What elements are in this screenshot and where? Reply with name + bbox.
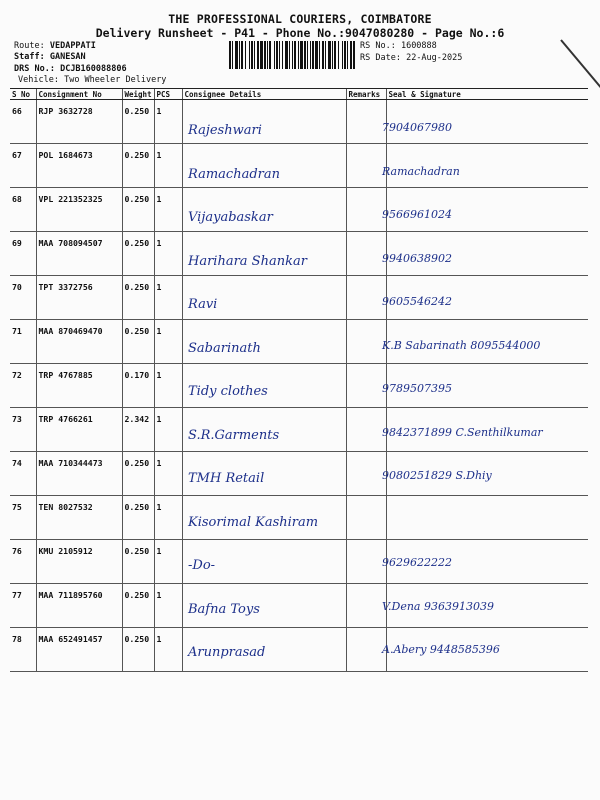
barcode <box>229 41 355 69</box>
barcode-bar <box>298 41 299 69</box>
company-title: THE PROFESSIONAL COURIERS, COIMBATORE <box>168 12 432 26</box>
cell-wt: 0.250 <box>122 100 154 144</box>
cell-wt: 2.342 <box>122 408 154 452</box>
barcode-bar <box>322 41 324 69</box>
signature-handwriting: 9789507395 <box>382 382 452 395</box>
cell-sno: 67 <box>10 144 36 188</box>
signature-handwriting: 9566961024 <box>382 208 452 221</box>
consignee-handwriting: Ramachadran <box>188 166 280 182</box>
cell-cn: TRP 4767885 <box>36 364 122 408</box>
signature-handwriting: 9605546242 <box>382 295 452 308</box>
table-row <box>10 144 588 188</box>
cell-remarks <box>346 364 386 408</box>
barcode-bar <box>282 41 283 69</box>
col-remarks: Remarks <box>346 89 386 100</box>
cell-wt: 0.250 <box>122 276 154 320</box>
barcode-bar <box>315 41 318 69</box>
col-consignee: Consignee Details <box>182 89 346 100</box>
barcode-bar <box>342 41 343 69</box>
barcode-bar <box>347 41 348 69</box>
barcode-bar <box>334 41 336 69</box>
barcode-bar <box>274 41 275 69</box>
cell-cn: TRP 4766261 <box>36 408 122 452</box>
barcode-bar <box>344 41 346 69</box>
barcode-bar <box>300 41 303 69</box>
barcode-bar <box>312 41 314 69</box>
cell-pcs: 1 <box>154 232 182 276</box>
cell-pcs: 1 <box>154 144 182 188</box>
consignee-handwriting: Harihara Shankar <box>188 253 307 269</box>
barcode-bar <box>289 41 290 69</box>
cell-cn: TPT 3372756 <box>36 276 122 320</box>
cell-pcs: 1 <box>154 364 182 408</box>
cell-pcs: 1 <box>154 628 182 672</box>
cell-wt: 0.250 <box>122 496 154 540</box>
barcode-bar <box>245 41 246 69</box>
barcode-bar <box>235 41 238 69</box>
col-weight: Weight <box>122 89 154 100</box>
consignee-handwriting: Ravi <box>188 297 218 312</box>
cell-cn: KMU 2105912 <box>36 540 122 584</box>
rs-no-value: 1600888 <box>400 41 437 51</box>
col-pcs: PCS <box>154 89 182 100</box>
staff-value: GANESAN <box>49 52 86 62</box>
cell-remarks <box>346 144 386 188</box>
barcode-bar <box>279 41 280 69</box>
barcode-bar <box>269 41 271 69</box>
rs-date-line: RS Date: 22-Aug-2025 <box>360 53 463 63</box>
barcode-bar <box>267 41 268 69</box>
barcode-bar <box>264 41 266 69</box>
cell-pcs: 1 <box>154 276 182 320</box>
barcode-bar <box>241 41 243 69</box>
drs-value: DCJB160088806 <box>60 64 127 74</box>
cell-remarks <box>346 628 386 672</box>
table-row <box>10 100 588 144</box>
vehicle-line: Vehicle: Two Wheeler Delivery <box>18 75 167 85</box>
barcode-bar <box>251 41 253 69</box>
barcode-bar <box>304 41 306 69</box>
rs-no-line: RS No.: 1600888 <box>360 41 437 51</box>
runsheet-subtitle: Delivery Runsheet - P41 - Phone No.:9047080280 - Page No.:6 <box>95 26 505 40</box>
table-row <box>10 188 588 232</box>
cell-cn: TEN 8027532 <box>36 496 122 540</box>
table-row <box>10 584 588 628</box>
barcode-bar <box>257 41 259 69</box>
signature-handwriting: 9940638902 <box>382 251 452 265</box>
cell-sno: 74 <box>10 452 36 496</box>
cell-cn: VPL 221352325 <box>36 188 122 232</box>
consignee-handwriting: Sabarinath <box>188 340 261 356</box>
signature-handwriting: Ramachadran <box>382 164 460 178</box>
route-value: VEDAPPATI <box>49 41 96 51</box>
staff-line: Staff: GANESAN <box>14 52 86 62</box>
cell-sno: 76 <box>10 540 36 584</box>
cell-cn: MAA 711895760 <box>36 584 122 628</box>
signature-handwriting: 9629622222 <box>382 556 452 569</box>
barcode-bar <box>307 41 308 69</box>
runsheet-table <box>10 88 588 672</box>
cell-wt: 0.250 <box>122 232 154 276</box>
barcode-bar <box>294 41 296 69</box>
barcode-bar <box>328 41 331 69</box>
cell-remarks <box>346 496 386 540</box>
cell-pcs: 1 <box>154 188 182 232</box>
col-consignment: Consignment No <box>36 89 122 100</box>
signature-handwriting: K.B Sabarinath 8095544000 <box>382 338 541 352</box>
col-sno: S No <box>10 89 36 100</box>
barcode-bar <box>239 41 240 69</box>
cell-wt: 0.250 <box>122 144 154 188</box>
barcode-bar <box>276 41 278 69</box>
drs-line: DRS No.: DCJB160088806 <box>14 64 127 74</box>
cell-pcs: 1 <box>154 408 182 452</box>
signature-handwriting: 7904067980 <box>382 121 452 134</box>
consignee-handwriting: S.R.Garments <box>188 427 280 443</box>
table-row <box>10 540 588 584</box>
cell-remarks <box>346 584 386 628</box>
cell-wt: 0.250 <box>122 584 154 628</box>
cell-wt: 0.250 <box>122 188 154 232</box>
barcode-bar <box>332 41 333 69</box>
barcode-bar <box>325 41 326 69</box>
table-row <box>10 628 588 672</box>
consignee-handwriting: Arunprasad <box>188 645 266 660</box>
cell-pcs: 1 <box>154 540 182 584</box>
consignee-handwriting: Kisorimal Kashiram <box>188 514 319 530</box>
cell-wt: 0.250 <box>122 320 154 364</box>
cell-sno: 72 <box>10 364 36 408</box>
barcode-bar <box>350 41 352 69</box>
cell-pcs: 1 <box>154 584 182 628</box>
consignee-handwriting: Tidy clothes <box>188 384 268 399</box>
signature-handwriting: A.Abery 9448585396 <box>382 643 500 656</box>
cell-sno: 66 <box>10 100 36 144</box>
cell-sno: 73 <box>10 408 36 452</box>
cell-cn: RJP 3632728 <box>36 100 122 144</box>
corner-scribble <box>560 39 600 94</box>
route-line: Route: VEDAPPATI <box>14 41 96 51</box>
cell-sig <box>386 496 588 540</box>
cell-sno: 69 <box>10 232 36 276</box>
consignee-handwriting: TMH Retail <box>188 471 265 486</box>
table-row <box>10 276 588 320</box>
vehicle-value: Two Wheeler Delivery <box>64 75 167 85</box>
cell-sno: 70 <box>10 276 36 320</box>
barcode-bar <box>229 41 231 69</box>
cell-remarks <box>346 452 386 496</box>
barcode-bar <box>292 41 293 69</box>
barcode-bar <box>285 41 288 69</box>
cell-pcs: 1 <box>154 496 182 540</box>
signature-handwriting: V.Dena 9363913039 <box>382 599 494 613</box>
barcode-bar <box>353 41 355 69</box>
cell-remarks <box>346 188 386 232</box>
table-row <box>10 452 588 496</box>
cell-sno: 78 <box>10 628 36 672</box>
cell-sno: 77 <box>10 584 36 628</box>
cell-remarks <box>346 320 386 364</box>
consignee-handwriting: Bafna Toys <box>188 601 260 617</box>
cell-pcs: 1 <box>154 100 182 144</box>
barcode-bar <box>254 41 255 69</box>
cell-remarks <box>346 232 386 276</box>
cell-remarks <box>346 276 386 320</box>
table-header <box>10 89 588 100</box>
table-row <box>10 364 588 408</box>
cell-cn: MAA 652491457 <box>36 628 122 672</box>
cell-remarks <box>346 540 386 584</box>
cell-sno: 71 <box>10 320 36 364</box>
cell-wt: 0.250 <box>122 628 154 672</box>
barcode-bar <box>338 41 339 69</box>
cell-remarks <box>346 408 386 452</box>
cell-cn: MAA 708094507 <box>36 232 122 276</box>
cell-wt: 0.250 <box>122 452 154 496</box>
signature-handwriting: 9080251829 S.Dhiy <box>382 469 492 482</box>
rs-date-value: 22-Aug-2025 <box>406 53 463 63</box>
barcode-bar <box>260 41 263 69</box>
cell-wt: 0.250 <box>122 540 154 584</box>
consignee-handwriting: Vijayabaskar <box>188 210 273 225</box>
barcode-bar <box>249 41 250 69</box>
barcode-bar <box>319 41 320 69</box>
cell-cn: MAA 710344473 <box>36 452 122 496</box>
cell-remarks <box>346 100 386 144</box>
cell-pcs: 1 <box>154 452 182 496</box>
barcode-bar <box>232 41 233 69</box>
consignee-handwriting: -Do- <box>188 558 216 573</box>
cell-sno: 68 <box>10 188 36 232</box>
signature-handwriting: 9842371899 C.Senthilkumar <box>382 425 543 439</box>
cell-cn: POL 1684673 <box>36 144 122 188</box>
cell-pcs: 1 <box>154 320 182 364</box>
consignee-handwriting: Rajeshwari <box>188 123 262 138</box>
barcode-bar <box>310 41 311 69</box>
cell-wt: 0.170 <box>122 364 154 408</box>
cell-cn: MAA 870469470 <box>36 320 122 364</box>
cell-sno: 75 <box>10 496 36 540</box>
col-signature: Seal & Signature <box>386 89 588 100</box>
